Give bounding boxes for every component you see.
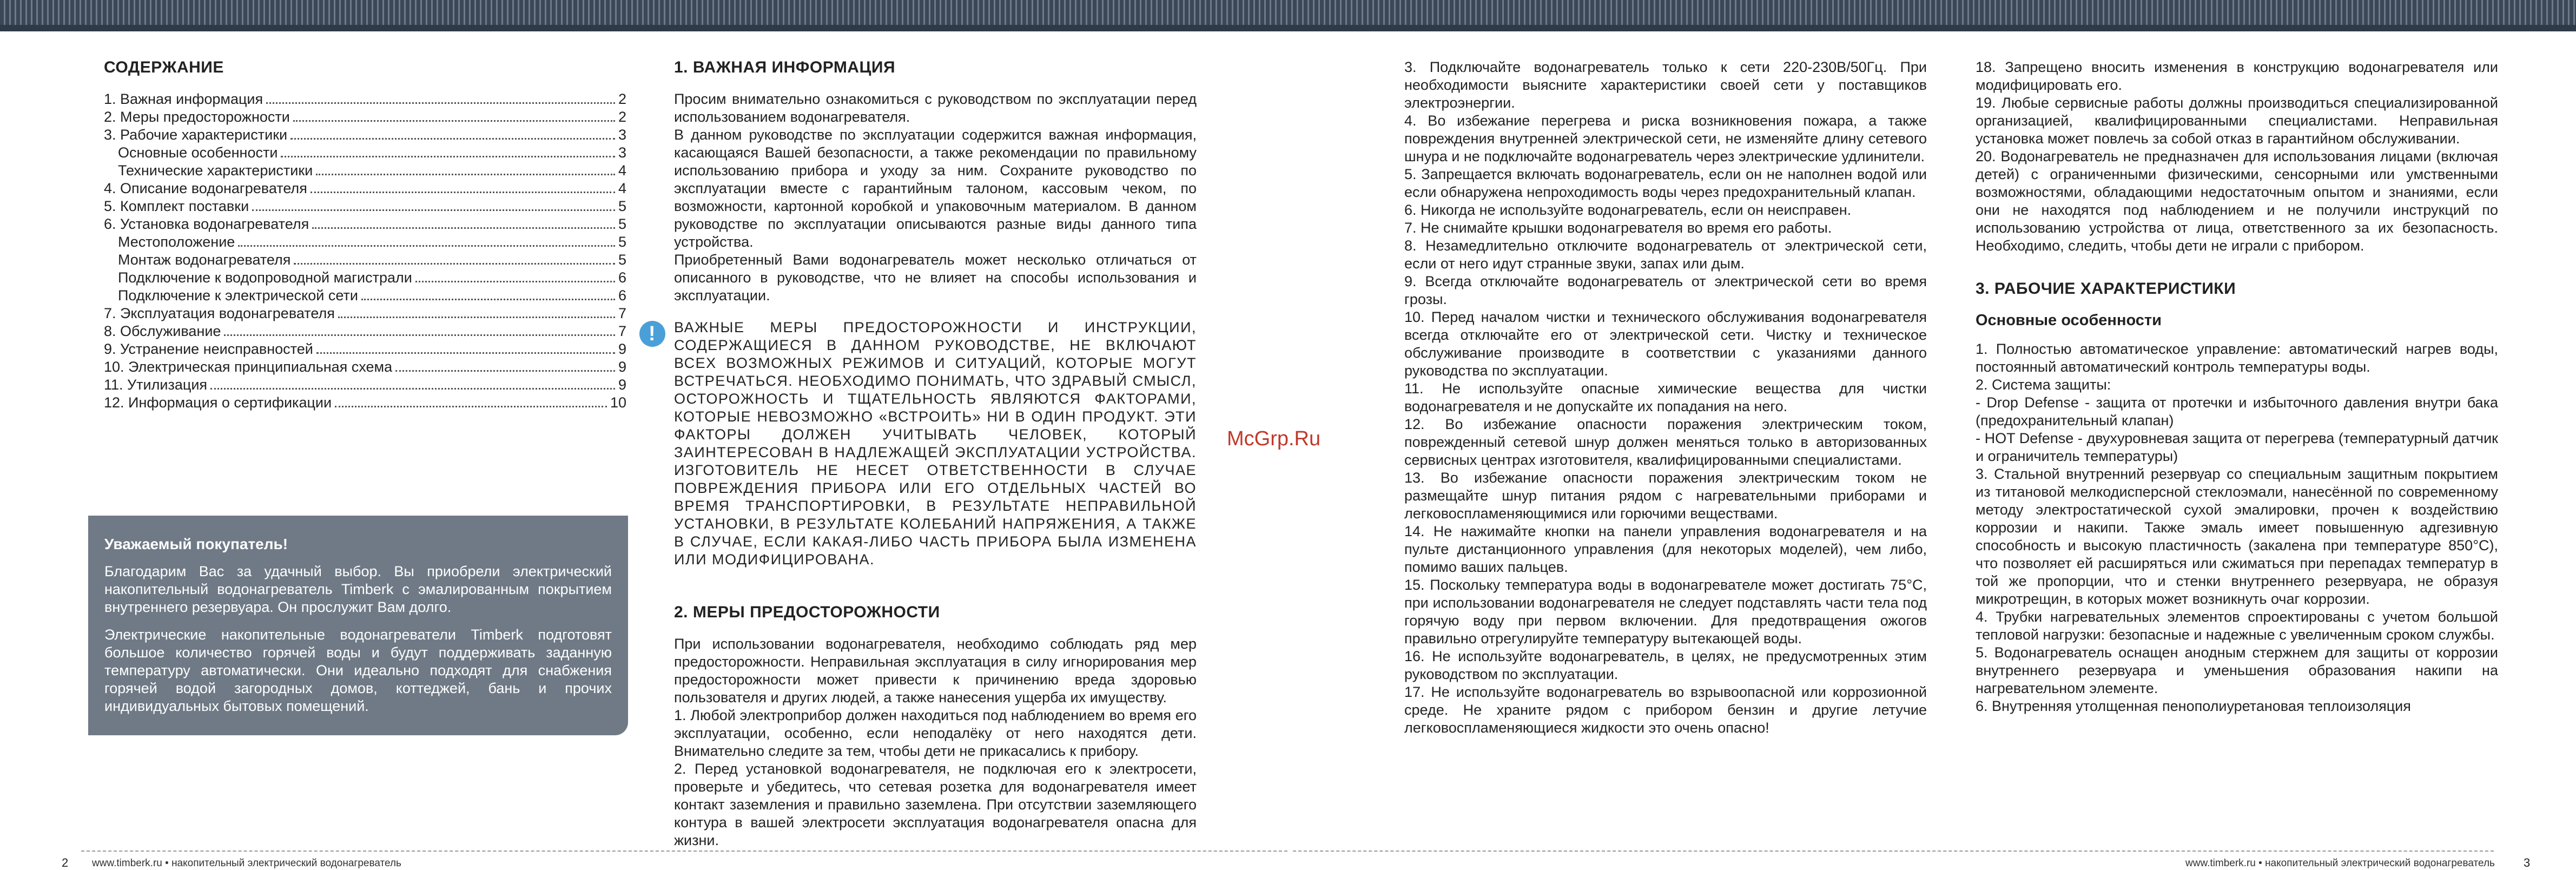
watermark: McGrp.Ru	[1227, 427, 1321, 450]
precautions-column	[1404, 58, 1927, 737]
toc-item[interactable]: 7. Эксплуатация водонагревателя 7	[104, 305, 626, 321]
precaution-item: 5. Запрещается включать водонагреватель, если он не наполнен водой или если обнаружена непроходимость воды через предохранительный клапан.	[1404, 166, 1927, 200]
toc-item[interactable]: 5. Комплект поставки 5	[104, 198, 626, 214]
characteristics-column	[1976, 58, 2498, 715]
precaution-item: 20. Водонагреватель не предназначен для использования лицами (включая детей) с ограниченными физическими, сенсорными или умственными возможностями, обладающими недостаточным опытом и знаниями, если они не находятся под наблюдением и не получили инструкций по использованию устройства от лица, ответственного за их безопасность. Необходимо, следить, чтобы дети не играли с прибором.	[1976, 148, 2498, 254]
precaution-item: 12. Во избежание опасности поражения электрическим током, поврежденный сетевой шнур должен меняться только в авторизованных сервисных центрах изготовителя, квалифицированными специалистами.	[1404, 416, 1927, 468]
precaution-item: 17. Не используйте водонагреватель во взрывоопасной или коррозионной среде. Не храните рядом с прибором бензин и другие летучие легковоспламеняющиеся жидкости это очень опасно!	[1404, 684, 1927, 736]
toc-subitem[interactable]: Технические характеристики 4	[118, 162, 626, 179]
precaution-item: 14. Не нажимайте кнопки на панели управления водонагревателя и на пульте дистанционного управления (для некоторых моделей), чем либо, помимо ваших пальцев.	[1404, 523, 1927, 575]
top-decorative-band	[0, 0, 2576, 31]
precaution-item: 6. Никогда не используйте водонагреватель, если он неисправен.	[1404, 202, 1852, 218]
section-2-title: 2. МЕРЫ ПРЕДОСТОРОЖНОСТИ	[674, 603, 940, 621]
important-info-column	[648, 58, 1197, 849]
feature-item: 2. Система защиты:	[1976, 377, 2111, 393]
toc-subitem[interactable]: Основные особенности 3	[118, 144, 626, 161]
toc-item[interactable]: 8. Обслуживание 7	[104, 323, 626, 339]
toc-item[interactable]: 11. Утилизация 9	[104, 377, 626, 393]
customer-box-title: Уважаемый покупатель!	[104, 536, 288, 552]
toc-subitem[interactable]: Монтаж водонагревателя 5	[118, 252, 626, 268]
precaution-item: 10. Перед началом чистки и технического обслуживания водонагревателя всегда отключайте его от электрической сети. Чистку и техническое обслуживание производите в соответствии с указаниями данного руководства по эксплуатации.	[1404, 309, 1927, 379]
precaution-item: 18. Запрещено вносить изменения в конструкцию водонагревателя или модифицировать его.	[1976, 59, 2498, 93]
page-number-left: 2	[62, 856, 69, 869]
customer-box-paragraph: Благодарим Вас за удачный выбор. Вы приобрели электрический накопительный водонагреватель Timberk с эмалированным покрытием внутреннего резервуара. Он прослужит Вам долго.	[104, 563, 612, 615]
feature-item: 6. Внутренняя утолщенная пенополиуретановая теплоизоляция	[1976, 698, 2411, 714]
feature-item: 5. Водонагреватель оснащен анодным стержнем для защиты от коррозии внутреннего резервуара и уменьшения образования накипи на нагревательном элементе.	[1976, 644, 2498, 696]
section-3-subtitle: Основные особенности	[1976, 312, 2162, 329]
toc-list	[104, 90, 626, 412]
precaution-item: 15. Поскольку температура воды в водонагревателе может достигать 75°C, при использовании водонагревателя не следует подставлять части тела под горячую воду при первом включении. Для предотвращения ожогов правильно отрегулируйте температуру вытекающей воды.	[1404, 577, 1927, 647]
page-number-right: 3	[2524, 856, 2531, 869]
toc-item[interactable]: 9. Устранение неисправностей 9	[104, 341, 626, 357]
toc-title: СОДЕРЖАНИЕ	[104, 58, 224, 76]
toc-item[interactable]: 4. Описание водонагревателя 4	[104, 180, 626, 196]
customer-greeting-box	[88, 516, 628, 735]
toc-item[interactable]: 6. Установка водонагревателя 5	[104, 216, 626, 232]
feature-item: 1. Полностью автоматическое управление: автоматический нагрев воды, постоянный автоматический контроль температуры воды.	[1976, 341, 2498, 375]
section-1-title: 1. ВАЖНАЯ ИНФОРМАЦИЯ	[674, 58, 896, 76]
feature-item: 3. Стальной внутренний резервуар со специальным защитным покрытием из титановой мелкодисперсной стеклоэмали, нанесённой по современному методу электростатической сухой эмалировки, прочен к воздействию коррозии и накипи. Также эмаль имеет повышенную адгезивную способность и высокую пластичность (закалена при температуре 850°C), что позволяет ей расширяться или сжиматься при перепадах температур в той же пропорции, что и стенки внутреннего резервуара, не образуя микротрещин, в которых может возникнуть очаг коррозии.	[1976, 466, 2498, 607]
feature-item: 4. Трубки нагревательных элементов спроектированы с учетом большой тепловой нагрузки: безопасные и надежные с увеличенным сроком службы.	[1976, 609, 2498, 643]
paragraph: 1. Любой электроприбор должен находиться под наблюдением во время его эксплуатации, особенно, если неподалёку от него находятся дети. Внимательно следите за тем, чтобы дети не прикасались к прибору.	[674, 707, 1197, 759]
footer-text-right: www.timberk.ru • накопительный электрический водонагреватель	[2185, 858, 2495, 869]
customer-box-paragraph: Электрические накопительные водонагреватели Timberk подготовят большое количество горячей воды и будут поддерживать заданную температуру автоматически. Они идеально подходят для снабжения горячей водой загородных домов, коттеджей, бань и прочих индивидуальных бытовых помещений.	[104, 627, 612, 714]
toc-subitem[interactable]: Подключение к электрической сети 6	[118, 287, 626, 304]
paragraph: 2. Перед установкой водонагревателя, не подключая его к электросети, проверьте и убедитесь, что сетевая розетка для водонагревателя имеет контакт заземления и правильно заземлена. При отсутствии заземляющего контура в вашей электросети эксплуатация водонагревателя опасна для жизни.	[674, 761, 1197, 848]
paragraph: Просим внимательно ознакомиться с руководством по эксплуатации перед использованием водонагревателя.	[674, 91, 1197, 125]
footer-divider	[1293, 851, 2494, 852]
toc-item[interactable]: 1. Важная информация 2	[104, 91, 626, 107]
toc-item[interactable]: 3. Рабочие характеристики 3	[104, 127, 626, 143]
toc-item[interactable]: 10. Электрическая принципиальная схема 9	[104, 359, 626, 375]
section-3-title: 3. РАБОЧИЕ ХАРАКТЕРИСТИКИ	[1976, 280, 2236, 298]
precaution-item: 16. Не используйте водонагреватель, в целях, не предусмотренных этим руководством по эксплуатации.	[1404, 648, 1927, 682]
paragraph: В данном руководстве по эксплуатации содержится важная информация, касающаяся Вашей безопасности, а также рекомендации по правильному использованию прибора и уходу за ним. Сохраните руководство по эксплуатации вместе с гарантийным талоном, кассовым чеком, по возможности, картонной коробкой и упаковочным материалом. В данном руководстве по эксплуатации описываются разные виды данного типа устройства.	[674, 127, 1197, 250]
toc-subitem[interactable]: Местоположение 5	[118, 234, 626, 250]
feature-item: - Drop Defense - защита от протечки и избыточного давления внутри бака (предохранительный клапан)	[1976, 394, 2498, 429]
toc-item[interactable]: 2. Меры предосторожности 2	[104, 109, 626, 125]
precaution-item: 3. Подключайте водонагреватель только к сети 220-230В/50Гц. При необходимости выясните характеристики своей сети у поставщиков электроэнергии.	[1404, 59, 1927, 111]
warning-text: ВАЖНЫЕ МЕРЫ ПРЕДОСТОРОЖНОСТИ И ИНСТРУКЦИИ, СОДЕРЖАЩИЕСЯ В ДАННОМ РУКОВОДСТВЕ, НЕ ВКЛЮЧАЮТ ВСЕХ ВОЗМОЖНЫХ РЕЖИМОВ И СИТУАЦИЙ, КОТОРЫЕ МОГУТ ВСТРЕЧАТЬСЯ. НЕОБХОДИМО ПОНИМАТЬ, ЧТО ЗДРАВЫЙ СМЫСЛ, ОСТОРОЖНОСТЬ И ТЩАТЕЛЬНОСТЬ ЯВЛЯЮТСЯ ФАКТОРАМИ, КОТОРЫЕ НЕВОЗМОЖНО «ВСТРОИТЬ» НИ В ОДИН ПРОДУКТ. ЭТИ ФАКТОРЫ ДОЛЖЕН УЧИТЫВАТЬ ЧЕЛОВЕК, КОТОРЫЙ ЗАИНТЕРЕСОВАН В НАДЛЕЖАЩЕЙ ЭКСПЛУАТАЦИИ УСТРОЙСТВА. ИЗГОТОВИТЕЛЬ НЕ НЕСЕТ ОТВЕТСТВЕННОСТИ В СЛУЧАЕ ПОВРЕЖДЕНИЯ ПРИБОРА ИЛИ ЕГО ОТДЕЛЬНЫХ ЧАСТЕЙ ВО ВРЕМЯ ТРАНСПОРТИРОВКИ, В РЕЗУЛЬТАТЕ НЕПРАВИЛЬНОЙ УСТАНОВКИ, В РЕЗУЛЬТАТЕ КОЛЕБАНИЙ НАПРЯЖЕНИЯ, А ТАКЖЕ В СЛУЧАЕ, ЕСЛИ КАКАЯ-ЛИБО ЧАСТЬ ПРИБОРА БЫЛА ИЗМЕНЕНА ИЛИ МОДИФИЦИРОВАНА.	[674, 319, 1197, 568]
precaution-item: 4. Во избежание перегрева и риска возникновения пожара, а также повреждения внутренней электрической сети, не изменяйте длину сетевого шнура и не подключайте водонагреватель через электрические удлинители.	[1404, 113, 1927, 164]
precaution-item: 8. Незамедлительно отключите водонагреватель от электрической сети, если от него идут странные звуки, запах или дым.	[1404, 238, 1927, 272]
paragraph: При использовании водонагревателя, необходимо соблюдать ряд мер предосторожности. Неправильная эксплуатация в силу игнорирования мер предосторожности может привести к причинению вреда здоровью пользователя и других людей, а также нанесения ущерба их имуществу.	[674, 636, 1197, 706]
precaution-item: 13. Во избежание опасности поражения электрическим током не размещайте шнур питания рядом с нагревательными приборами и легковоспламеняющимися или горючими веществами.	[1404, 470, 1927, 522]
footer-divider	[81, 851, 1287, 852]
precaution-item: 7. Не снимайте крышки водонагревателя во время его работы.	[1404, 220, 1832, 236]
paragraph: Приобретенный Вами водонагреватель может несколько отличаться от описанного в руководстве, что не влияет на способы использования и эксплуатации.	[674, 252, 1197, 304]
precaution-item: 11. Не используйте опасные химические вещества для чистки водонагревателя и не допускайте их попадания на него.	[1404, 380, 1927, 414]
toc-subitem[interactable]: Подключение к водопроводной магистрали 6	[118, 269, 626, 286]
feature-item: - HOT Defense - двухуровневая защита от перегрева (температурный датчик и ограничитель температуры)	[1976, 430, 2498, 464]
footer-text-left: www.timberk.ru • накопительный электрический водонагреватель	[92, 858, 401, 869]
toc-item[interactable]: 12. Информация о сертификации 10	[104, 394, 626, 411]
toc-column	[104, 58, 626, 412]
precaution-item: 9. Всегда отключайте водонагреватель от электрической сети во время грозы.	[1404, 273, 1927, 307]
warning-block	[648, 319, 1197, 569]
exclamation-icon: !	[639, 321, 665, 347]
precaution-item: 19. Любые сервисные работы должны производиться специализированной организацией, квалифицированными специалистами. Неправильная установка может повлечь за собой отказ в гарантийном обслуживании.	[1976, 95, 2498, 147]
